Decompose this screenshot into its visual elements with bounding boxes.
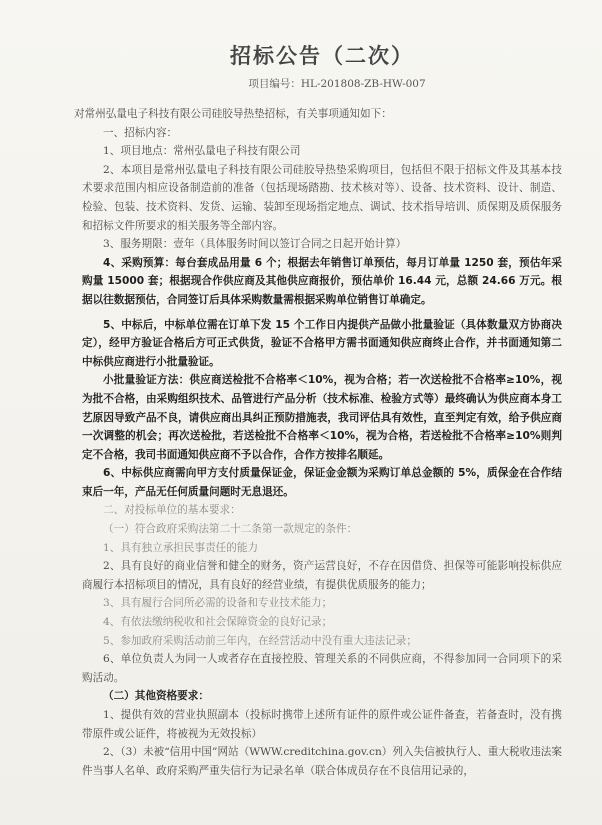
intro-paragraph: 对常州弘量电子科技有限公司硅胶导热垫招标，有关事项通知如下：: [74, 108, 392, 120]
subsection-2-heading: （二）其他资格要求：: [103, 690, 209, 703]
requirement-6: 6、单位负责人为同一人或者存在直接控股、管理关系的不同供应商，不得参加同一合同项下的采购活动。: [82, 653, 562, 684]
item-2-scope: 2、本项目是常州弘量电子科技有限公司硅胶导热垫采购项目，包括但不限于招标文件及其基本技术要求范围内相应设备制造前的准备（包括现场踏勘、技术核对等）、设备、技术资料、设计、制造、检验、包装、技术资料、发货、运输、装卸至现场指定地点、调试、技术指导培训、质保期及质保服务和招标文件所要求的相关服务等全部内容。: [82, 163, 562, 232]
other-requirement-2: 2、（3）未被“信用中国”网站（WWW.creditchina.gov.cn）列入失信被执行人、重大税收违法案件当事人名单、政府采购严重失信行为记录名单（联合体成员存在不良信用记录的，: [82, 746, 562, 777]
item-3-service-period: 3、服务期限：壹年（具体服务时间以签订合同之日起开始计算）: [103, 238, 407, 251]
item-6-deposit: 6、中标供应商需向甲方支付质量保证金，保证金金额为采购订单总金额的 5%，质保金在合作结束后一年，产品无任何质量问题时无息退还。: [82, 467, 562, 498]
requirement-4: 4、有依法缴纳税收和社会保障资金的良好记录；: [103, 616, 333, 629]
item-5-trial: 5、中标后，中标单位需在订单下发 15 个工作日内提供产品做小批量验证（具体数量双方协商决定），经甲方验证合格后方可正式供货，验证不合格甲方需书面通知供应商终止合作，并书面通知第二中标供应商进行小批量验证。: [82, 318, 562, 368]
project-number: 项目编号：HL-201808-ZB-HW-007: [248, 78, 426, 90]
other-requirement-1: 1、提供有效的营业执照副本（投标时携带上述所有证件的原件或公证件备查，若备查时，没有携带原件或公证件，将被视为无效投标）: [82, 709, 562, 740]
requirement-3: 3、具有履行合同所必需的设备和专业技术能力；: [103, 597, 333, 610]
requirement-5: 5、参加政府采购活动前三年内，在经营活动中没有重大违法记录；: [103, 634, 417, 647]
section-1-heading: 一、招标内容：: [103, 126, 178, 139]
small-batch-method: 小批量验证方法：供应商送检批不合格率＜10%，视为合格；若一次送检批不合格率≥10%，视为批不合格，由采购组织技术、品管进行产品分析（技术标准、检验方式等）最终确认为供应商本身工艺原因导致产品不良，请供应商出具纠正预防措施表，我司评估具有效性，直至判定有效，给予供应商一次调整的机会；再次送检批，若送检批不合格率＜10%，视为合格，若送检批不合格率≥10%则判定不合格，我司书面通知供应商不予以合作，合作方按排名顺延。: [82, 374, 562, 461]
requirement-1: 1、具有独立承担民事责任的能力: [103, 541, 259, 554]
requirement-2: 2、具有良好的商业信誉和健全的财务，资产运营良好，不存在因借贷、担保等可能影响投标供应商履行本招标项目的情况，具有良好的经营业绩，有提供优质服务的能力；: [82, 560, 562, 591]
item-4-budget: 4、采购预算：每台套成品用量 6 个；根据去年销售订单预估，每月订单量 1250 套，预估年采购量 15000 套；根据现合作供应商及其他供应商报价，预估单价 16.44 元，总额 24.66 万元。根据以往数据预估，合同签订后具体采购数量需根据采购单位销售订单确定。: [82, 256, 562, 306]
subsection-1-heading: （一）符合政府采购法第二十二条第一款规定的条件：: [103, 523, 358, 536]
section-2-heading: 二、对投标单位的基本要求：: [103, 504, 241, 517]
item-1-location: 1、项目地点：常州弘量电子科技有限公司: [103, 145, 301, 158]
page-title: 招标公告（二次）: [230, 44, 414, 68]
